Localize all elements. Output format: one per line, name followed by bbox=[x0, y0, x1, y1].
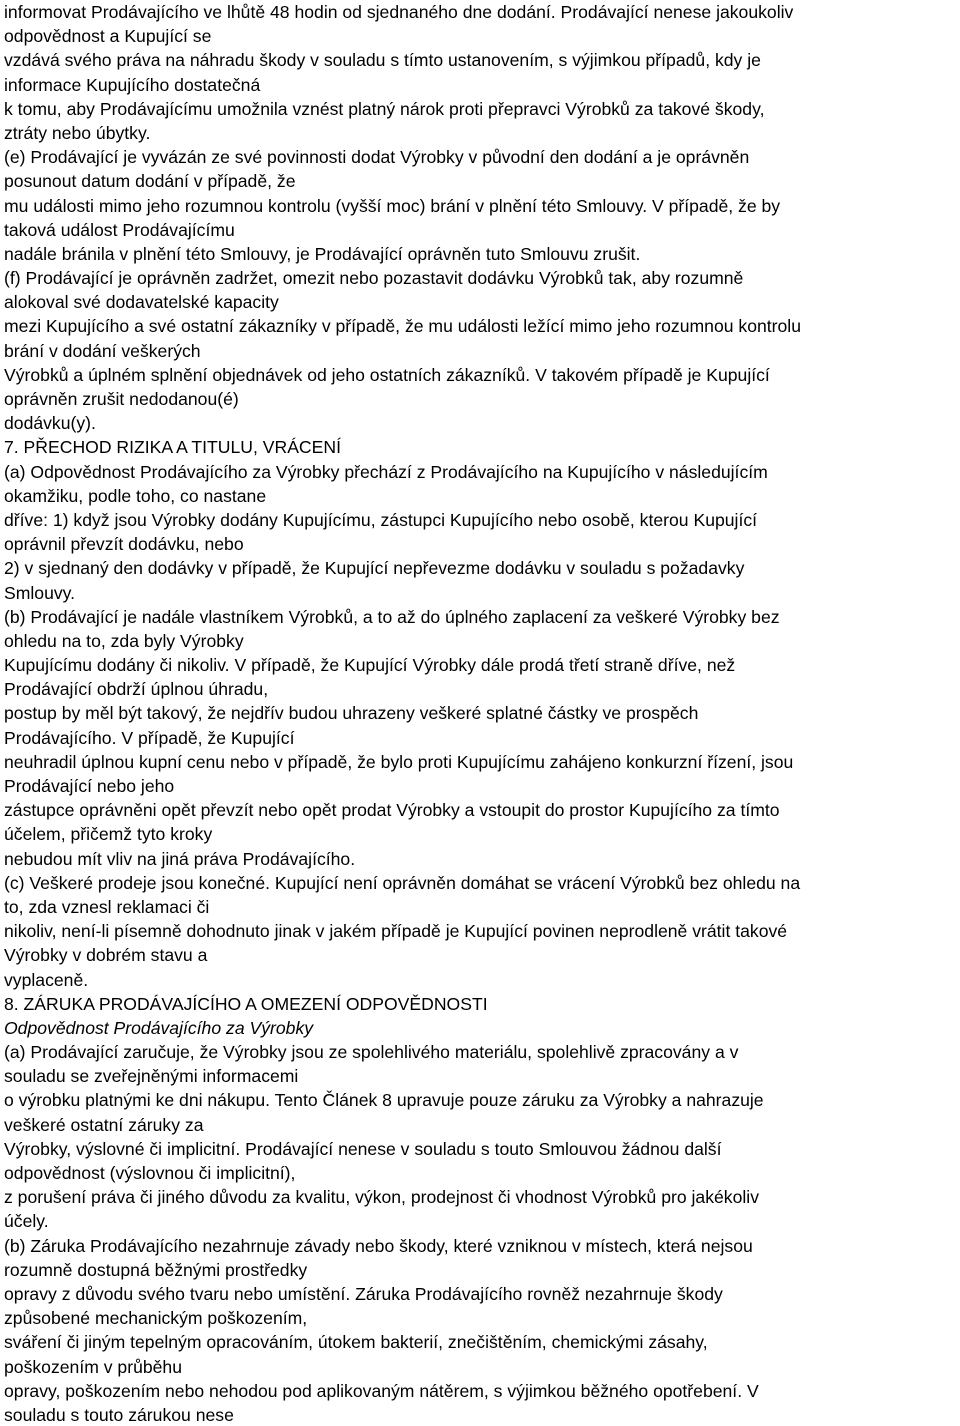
text-line: taková událost Prodávajícímu bbox=[4, 219, 235, 240]
text-line: 2) v sjednaný den dodávky v případě, že Kupující nepřevezme dodávku v souladu s požadavky bbox=[4, 558, 745, 579]
text-line: poškozením v průběhu bbox=[4, 1356, 182, 1377]
text-line: o výrobku platnými ke dni nákupu. Tento Článek 8 upravuje pouze záruku za Výrobky a nahrazuje bbox=[4, 1090, 764, 1111]
text-line: Prodávající obdrží úplnou úhradu, bbox=[4, 679, 269, 700]
text-line: to, zda vznesl reklamaci či bbox=[4, 896, 210, 917]
text-line: z porušení práva či jiného důvodu za kvalitu, výkon, prodejnost či vhodnost Výrobků pro jakékoliv bbox=[4, 1187, 759, 1208]
text-line: nadále bránila v plnění této Smlouvy, je Prodávající oprávněn tuto Smlouvu zrušit. bbox=[4, 243, 641, 264]
text-line: vyplaceně. bbox=[4, 969, 89, 990]
text-line: neuhradil úplnou kupní cenu nebo v případě, že bylo proti Kupujícímu zahájeno konkurzní řízení, jsou bbox=[4, 751, 794, 772]
text-line: oprávnil převzít dodávku, nebo bbox=[4, 534, 244, 555]
text-line: posunout datum dodání v případě, že bbox=[4, 171, 296, 192]
section-heading: 7. PŘECHOD RIZIKA A TITULU, VRÁCENÍ bbox=[4, 437, 341, 458]
text-line: odpovědnost (výslovnou či implicitní), bbox=[4, 1163, 296, 1183]
text-line: mezi Kupujícího a své ostatní zákazníky v případě, že mu události ležící mimo jeho rozumnou kontrolu bbox=[4, 316, 801, 337]
text-line: ztráty nebo úbytky. bbox=[4, 122, 151, 143]
text-line: oprávněn zrušit nedodanou(é) bbox=[4, 389, 239, 409]
text-line: (b) Prodávající je nadále vlastníkem Výrobků, a to až do úplného zaplacení za veškeré Výrobky bez bbox=[4, 606, 780, 627]
text-line: veškeré ostatní záruky za bbox=[4, 1114, 204, 1135]
text-line: zástupce oprávněni opět převzít nebo opět prodat Výrobky a vstoupit do prostor Kupujícího za tímto bbox=[4, 800, 780, 821]
text-line: Prodávajícího. V případě, že Kupující bbox=[4, 727, 295, 748]
text-line: nebudou mít vliv na jiná práva Prodávajícího. bbox=[4, 848, 356, 869]
text-line: způsobené mechanickým poškozením, bbox=[4, 1308, 308, 1329]
text-line: opravy z důvodu svého tvaru nebo umístění. Záruka Prodávajícího rovněž nezahrnuje škody bbox=[4, 1283, 723, 1304]
text-line: mu události mimo jeho rozumnou kontrolu (vyšší moc) brání v plnění této Smlouvy. V případě, že by bbox=[4, 195, 781, 216]
text-line: Výrobků a úplném splnění objednávek od jeho ostatních zákazníků. V takovém případě je Kupující bbox=[4, 364, 770, 385]
text-line: rozumně dostupná běžnými prostředky bbox=[4, 1259, 308, 1280]
text-line: opravy, poškozením nebo nehodou pod aplikovaným nátěrem, s výjimkou běžného opotřebení. V bbox=[4, 1380, 759, 1401]
text-line: Prodávající nebo jeho bbox=[4, 776, 175, 796]
text-line: sváření či jiným tepelným opracováním, útokem bakterií, znečištěním, chemickými zásahy, bbox=[4, 1332, 708, 1353]
text-line: k tomu, aby Prodávajícímu umožnila vznést platný nárok proti přepravci Výrobků za takové škody, bbox=[4, 98, 765, 119]
text-line: brání v dodání veškerých bbox=[4, 340, 201, 361]
text-line: (e) Prodávající je vyvázán ze své povinnosti dodat Výrobky v původní den dodání a je oprávněn bbox=[4, 147, 750, 168]
section-heading: 8. ZÁRUKA PRODÁVAJÍCÍHO A OMEZENÍ ODPOVĚDNOSTI bbox=[4, 993, 488, 1014]
text-line: okamžiku, podle toho, co nastane bbox=[4, 485, 267, 506]
text-line: informovat Prodávajícího ve lhůtě 48 hodin od sjednaného dne dodání. Prodávající nenese jakoukoliv bbox=[4, 2, 794, 22]
text-line: (b) Záruka Prodávajícího nezahrnuje závady nebo škody, které vzniknou v místech, která nejsou bbox=[4, 1235, 753, 1256]
text-line: Smlouvy. bbox=[4, 582, 76, 603]
text-line: ohledu na to, zda byly Výrobky bbox=[4, 630, 244, 651]
text-line: účelem, přičemž tyto kroky bbox=[4, 824, 213, 845]
text-line: (f) Prodávající je oprávněn zadržet, omezit nebo pozastavit dodávku Výrobků tak, aby rozumně bbox=[4, 268, 744, 289]
text-line: Výrobky v dobrém stavu a bbox=[4, 945, 208, 966]
text-line: (a) Prodávající zaručuje, že Výrobky jsou ze spolehlivého materiálu, spolehlivě zpracovány a v bbox=[4, 1042, 739, 1063]
text-line: dříve: 1) když jsou Výrobky dodány Kupujícímu, zástupci Kupujícího nebo osobě, kterou Kupující bbox=[4, 509, 758, 530]
text-line: účely. bbox=[4, 1211, 49, 1232]
text-line: souladu se zveřejněnými informacemi bbox=[4, 1066, 299, 1087]
text-line: dodávku(y). bbox=[4, 413, 96, 434]
text-line: nikoliv, není-li písemně dohodnuto jinak v jakém případě je Kupující povinen neprodleně vrátit takové bbox=[4, 921, 788, 942]
text-line: postup by měl být takový, že nejdřív budou uhrazeny veškeré splatné částky ve prospěch bbox=[4, 703, 699, 724]
subsection-heading: Odpovědnost Prodávajícího za Výrobky bbox=[4, 1017, 314, 1038]
text-line: (c) Veškeré prodeje jsou konečné. Kupující není oprávněn domáhat se vrácení Výrobků bez ohledu na bbox=[4, 872, 801, 893]
text-line: Kupujícímu dodány či nikoliv. V případě, že Kupující Výrobky dále prodá třetí straně dříve, než bbox=[4, 655, 736, 676]
text-line: (a) Odpovědnost Prodávajícího za Výrobky přechází z Prodávajícího na Kupujícího v následujícím bbox=[4, 461, 768, 482]
text-line: informace Kupujícího dostatečná bbox=[4, 74, 261, 95]
text-line: Výrobky, výslovné či implicitní. Prodávající nenese v souladu s touto Smlouvou žádnou další bbox=[4, 1138, 722, 1159]
text-line: odpovědnost a Kupující se bbox=[4, 26, 212, 47]
text-line: souladu s touto zárukou nese bbox=[4, 1404, 234, 1425]
text-line: alokoval své dodavatelské kapacity bbox=[4, 292, 279, 313]
text-line: vzdává svého práva na náhradu škody v souladu s tímto ustanovením, s výjimkou případů, kdy je bbox=[4, 50, 761, 71]
